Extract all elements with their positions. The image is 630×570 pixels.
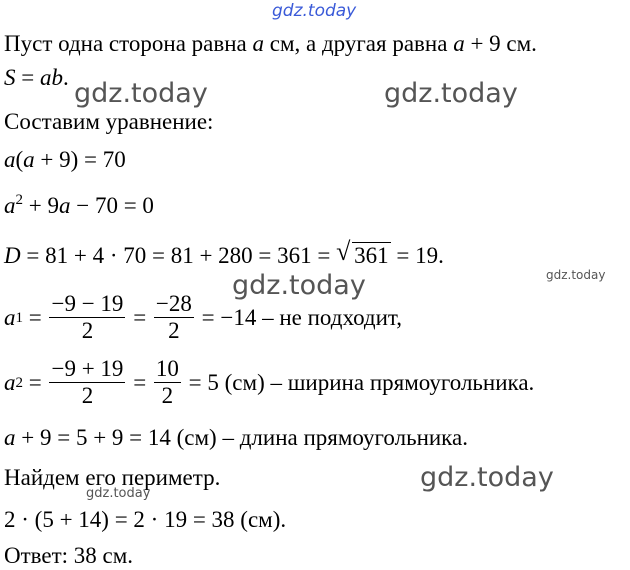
line-setup: Пуст одна сторона равна a см, а другая равна a + 9 см. [4, 31, 537, 56]
watermark-top: gdz.today [272, 1, 357, 21]
line-area-formula: S = ab. [4, 65, 69, 90]
watermark-5: gdz.today [420, 462, 554, 493]
line-root-1: a 1 = $\frac{-9 - 19}{2}$ = $\frac{-28}{2}$ = −14 – не подходит, [4, 291, 403, 343]
line-root-2: a 2 = $\frac{-9 + 19}{2}$ = $\frac{10}{2}$ = 5 (см) – ширина прямоугольника. [4, 356, 535, 408]
watermark-4: gdz.today [232, 270, 366, 301]
line-equation: a(a + 9) = 70 [4, 147, 126, 172]
line-perimeter-heading: Найдем его периметр. [4, 465, 221, 490]
line-length: a + 9 = 5 + 9 = 14 (см) – длина прямоугольника. [4, 425, 468, 450]
square-root: √ 361 [336, 237, 389, 268]
watermark-6: gdz.today [86, 486, 151, 501]
watermark-1: gdz.today [74, 78, 208, 109]
fraction: $\frac{-28}{2}$ [155, 291, 192, 343]
line-equation-heading: Составим уравнение: [4, 109, 214, 134]
watermark-3: gdz.today [546, 268, 606, 282]
fraction: $\frac{10}{2}$ [155, 356, 179, 408]
radical-sign: √ [336, 237, 351, 266]
fraction: $\frac{-9 - 19}{2}$ [51, 291, 124, 343]
fraction: $\frac{-9 + 19}{2}$ [51, 356, 124, 408]
watermark-2: gdz.today [384, 78, 518, 109]
line-answer: Ответ: 38 см. [4, 543, 134, 568]
line-perimeter-calc: 2 · (5 + 14) = 2 · 19 = 38 (см). [4, 507, 287, 532]
line-discriminant: D = 81 + 4 · 70 = 81 + 280 = 361 = √ 361 = 19. [4, 237, 444, 268]
line-quadratic: $a^2 + 9a - 70 = 0$ [4, 192, 154, 218]
